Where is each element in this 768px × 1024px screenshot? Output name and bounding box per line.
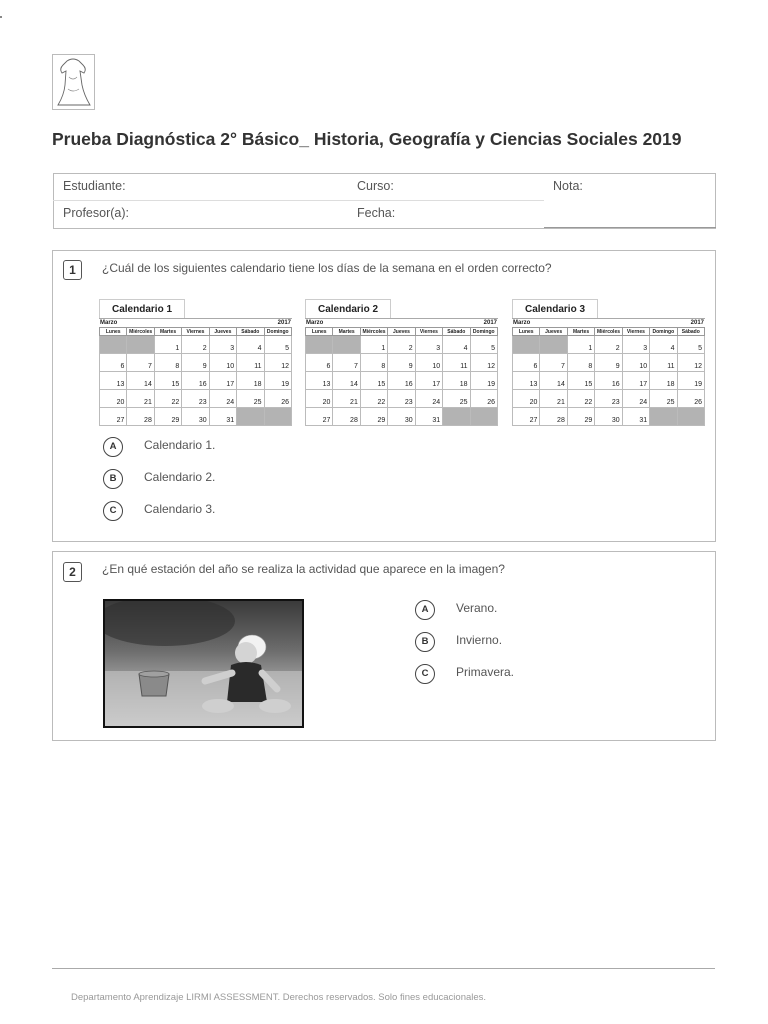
calendar-day: 28 <box>540 408 567 426</box>
weekday-header: Domingo <box>470 328 497 336</box>
calendar-day: 18 <box>237 372 264 390</box>
school-logo <box>52 54 95 110</box>
calendar-day: 23 <box>182 390 209 408</box>
calendar-rule <box>99 318 292 319</box>
calendar-day: 31 <box>209 408 236 426</box>
calendar-day: 19 <box>470 372 497 390</box>
calendar-day: 15 <box>567 372 594 390</box>
calendar-day: 12 <box>677 354 704 372</box>
weekday-header: Domingo <box>650 328 677 336</box>
calendar-day: 21 <box>333 390 360 408</box>
calendar-day: 5 <box>264 336 291 354</box>
option-letter[interactable]: C <box>415 664 435 684</box>
calendar-grid <box>99 327 292 426</box>
calendar-day: 29 <box>567 408 594 426</box>
calendar-day <box>677 408 704 426</box>
question-2 <box>52 551 716 741</box>
calendar-header <box>99 320 292 327</box>
calendar-day: 2 <box>595 336 622 354</box>
calendar-grid <box>512 327 705 426</box>
calendar-day: 7 <box>127 354 154 372</box>
option-label: Calendario 2. <box>144 470 216 484</box>
calendar-day: 16 <box>388 372 415 390</box>
calendar-day: 23 <box>388 390 415 408</box>
grade-underline <box>544 227 716 228</box>
calendar-day: 5 <box>677 336 704 354</box>
weekday-header: Domingo <box>264 328 291 336</box>
calendar-day: 9 <box>182 354 209 372</box>
calendar-day: 25 <box>443 390 470 408</box>
weekday-header: Viernes <box>182 328 209 336</box>
calendar-day <box>127 336 154 354</box>
calendar-title: Calendario 1 <box>99 299 185 319</box>
calendar-day: 4 <box>237 336 264 354</box>
student-label: Estudiante: <box>63 179 126 193</box>
calendar-day: 26 <box>470 390 497 408</box>
weekday-header: Viernes <box>415 328 442 336</box>
option-letter[interactable]: A <box>415 600 435 620</box>
calendar-day: 25 <box>237 390 264 408</box>
weekday-header: Martes <box>154 328 181 336</box>
calendar-day: 14 <box>127 372 154 390</box>
corner-dot <box>0 16 2 18</box>
calendar-rule <box>305 318 498 319</box>
calendar-day: 5 <box>470 336 497 354</box>
calendar-day: 17 <box>622 372 649 390</box>
calendar-day: 11 <box>443 354 470 372</box>
calendar-day: 27 <box>513 408 540 426</box>
weekday-header: Jueves <box>388 328 415 336</box>
option-label: Calendario 3. <box>144 502 216 516</box>
calendar-day: 11 <box>237 354 264 372</box>
calendar-day: 2 <box>388 336 415 354</box>
calendar-day: 8 <box>567 354 594 372</box>
calendar-weekday-row <box>306 328 498 336</box>
calendar-week-row <box>513 354 705 372</box>
weekday-header: Jueves <box>540 328 567 336</box>
calendar-day: 17 <box>415 372 442 390</box>
calendar-title: Calendario 2 <box>305 299 391 319</box>
footer-text: Departamento Aprendizaje LIRMI ASSESSMENT. Derechos reservados. Solo fines educacionales. <box>71 992 487 1003</box>
calendar-day: 6 <box>513 354 540 372</box>
calendar-day: 23 <box>595 390 622 408</box>
calendar-day: 22 <box>567 390 594 408</box>
option-label: Verano. <box>456 601 498 615</box>
calendar-day: 11 <box>650 354 677 372</box>
calendar-day <box>100 336 127 354</box>
calendar-day: 21 <box>540 390 567 408</box>
calendar-week-row <box>100 390 292 408</box>
calendar-day <box>470 408 497 426</box>
calendar-week-row <box>513 390 705 408</box>
child-playing-sand-image <box>105 601 302 726</box>
calendar-day: 8 <box>360 354 387 372</box>
calendar-day <box>264 408 291 426</box>
calendar-week-row <box>306 408 498 426</box>
calendar-day: 12 <box>264 354 291 372</box>
calendar-day: 10 <box>622 354 649 372</box>
beach-child-photo <box>103 599 304 728</box>
calendar-week-row <box>513 372 705 390</box>
calendar-day: 21 <box>127 390 154 408</box>
calendar-week-row <box>100 408 292 426</box>
option-letter[interactable]: C <box>103 501 123 521</box>
calendar-day: 16 <box>182 372 209 390</box>
logo-emblem-icon <box>53 55 94 109</box>
weekday-header: Martes <box>333 328 360 336</box>
calendar-day: 13 <box>513 372 540 390</box>
calendar-day: 18 <box>650 372 677 390</box>
weekday-header: Sábado <box>677 328 704 336</box>
calendar-day <box>237 408 264 426</box>
calendar-day: 19 <box>677 372 704 390</box>
calendar-week-row <box>306 336 498 354</box>
calendar-day: 29 <box>154 408 181 426</box>
option-letter[interactable]: A <box>103 437 123 457</box>
calendar-day: 30 <box>595 408 622 426</box>
calendar-day: 16 <box>595 372 622 390</box>
calendar-day: 4 <box>650 336 677 354</box>
calendar-week-row <box>306 390 498 408</box>
calendar-year: 2017 <box>483 320 497 326</box>
course-label: Curso: <box>357 179 394 193</box>
calendar-day: 13 <box>306 372 333 390</box>
calendar-day: 9 <box>595 354 622 372</box>
calendar-day: 24 <box>622 390 649 408</box>
calendar-day: 22 <box>154 390 181 408</box>
calendar-day: 24 <box>415 390 442 408</box>
calendar-week-row <box>100 336 292 354</box>
weekday-header: Miércoles <box>595 328 622 336</box>
calendar-day <box>650 408 677 426</box>
question-number: 2 <box>63 562 82 582</box>
calendar-year: 2017 <box>277 320 291 326</box>
calendar-day: 18 <box>443 372 470 390</box>
calendar-rule <box>512 318 705 319</box>
calendar-day <box>443 408 470 426</box>
calendar-weekday-row <box>513 328 705 336</box>
option-letter[interactable]: B <box>103 469 123 489</box>
calendar-day: 31 <box>415 408 442 426</box>
calendar-day: 28 <box>333 408 360 426</box>
calendar-day: 24 <box>209 390 236 408</box>
calendar-month: Marzo <box>100 320 118 326</box>
weekday-header: Jueves <box>209 328 236 336</box>
calendar-day: 7 <box>333 354 360 372</box>
calendar-day: 1 <box>360 336 387 354</box>
calendar-day: 28 <box>127 408 154 426</box>
weekday-header: Sábado <box>237 328 264 336</box>
calendar-week-row <box>306 372 498 390</box>
calendar-header <box>305 320 498 327</box>
calendar-day: 20 <box>306 390 333 408</box>
calendar-month: Marzo <box>513 320 531 326</box>
calendar-day: 3 <box>622 336 649 354</box>
calendar-day: 1 <box>154 336 181 354</box>
calendar-day: 3 <box>415 336 442 354</box>
calendar-day: 4 <box>443 336 470 354</box>
calendar-day: 31 <box>622 408 649 426</box>
info-frame <box>53 173 544 229</box>
question-number: 1 <box>63 260 82 280</box>
calendar-day: 20 <box>513 390 540 408</box>
weekday-header: Miércoles <box>360 328 387 336</box>
calendar-day: 29 <box>360 408 387 426</box>
footer-divider <box>52 968 715 969</box>
calendar-year: 2017 <box>690 320 704 326</box>
info-divider <box>53 200 544 201</box>
calendar-header <box>512 320 705 327</box>
calendar-day: 27 <box>306 408 333 426</box>
calendar-day: 22 <box>360 390 387 408</box>
question-1 <box>52 250 716 542</box>
option-label: Primavera. <box>456 665 515 679</box>
calendar-day: 19 <box>264 372 291 390</box>
calendar-day: 13 <box>100 372 127 390</box>
weekday-header: Lunes <box>513 328 540 336</box>
calendar-day: 15 <box>360 372 387 390</box>
calendar-week-row <box>513 336 705 354</box>
calendar-weekday-row <box>100 328 292 336</box>
calendar-day <box>540 336 567 354</box>
calendar-day <box>333 336 360 354</box>
grade-label: Nota: <box>553 179 583 193</box>
calendar-day: 25 <box>650 390 677 408</box>
calendar-day: 14 <box>540 372 567 390</box>
calendar-day: 15 <box>154 372 181 390</box>
calendar-day <box>306 336 333 354</box>
question-text: ¿En qué estación del año se realiza la actividad que aparece en la imagen? <box>102 562 505 576</box>
calendar-day: 27 <box>100 408 127 426</box>
calendar-day: 10 <box>209 354 236 372</box>
calendar-day: 7 <box>540 354 567 372</box>
option-letter[interactable]: B <box>415 632 435 652</box>
teacher-label: Profesor(a): <box>63 206 129 220</box>
calendar-day: 6 <box>100 354 127 372</box>
page-title: Prueba Diagnóstica 2° Básico_ Historia, Geografía y Ciencias Sociales 2019 <box>52 129 682 149</box>
calendar-day: 26 <box>264 390 291 408</box>
weekday-header: Viernes <box>622 328 649 336</box>
option-label: Invierno. <box>456 633 503 647</box>
calendar-day: 30 <box>388 408 415 426</box>
calendar-day: 9 <box>388 354 415 372</box>
calendar-day: 12 <box>470 354 497 372</box>
calendar-day: 2 <box>182 336 209 354</box>
weekday-header: Lunes <box>100 328 127 336</box>
option-label: Calendario 1. <box>144 438 216 452</box>
weekday-header: Sábado <box>443 328 470 336</box>
question-text: ¿Cuál de los siguientes calendario tiene los días de la semana en el orden correcto? <box>102 261 552 275</box>
calendar-day: 3 <box>209 336 236 354</box>
calendar-day: 1 <box>567 336 594 354</box>
calendar-day: 30 <box>182 408 209 426</box>
calendar-day: 17 <box>209 372 236 390</box>
calendar-day: 6 <box>306 354 333 372</box>
calendar-day: 14 <box>333 372 360 390</box>
weekday-header: Martes <box>567 328 594 336</box>
calendar-week-row <box>306 354 498 372</box>
calendar-month: Marzo <box>306 320 324 326</box>
calendar-day: 10 <box>415 354 442 372</box>
calendar-day: 26 <box>677 390 704 408</box>
calendar-week-row <box>100 372 292 390</box>
weekday-header: Miércoles <box>127 328 154 336</box>
calendar-day: 20 <box>100 390 127 408</box>
calendar-day: 8 <box>154 354 181 372</box>
date-label: Fecha: <box>357 206 396 220</box>
calendar-title: Calendario 3 <box>512 299 598 319</box>
student-info-box <box>53 173 716 229</box>
weekday-header: Lunes <box>306 328 333 336</box>
calendar-day <box>513 336 540 354</box>
calendar-grid <box>305 327 498 426</box>
calendar-week-row <box>100 354 292 372</box>
calendar-week-row <box>513 408 705 426</box>
